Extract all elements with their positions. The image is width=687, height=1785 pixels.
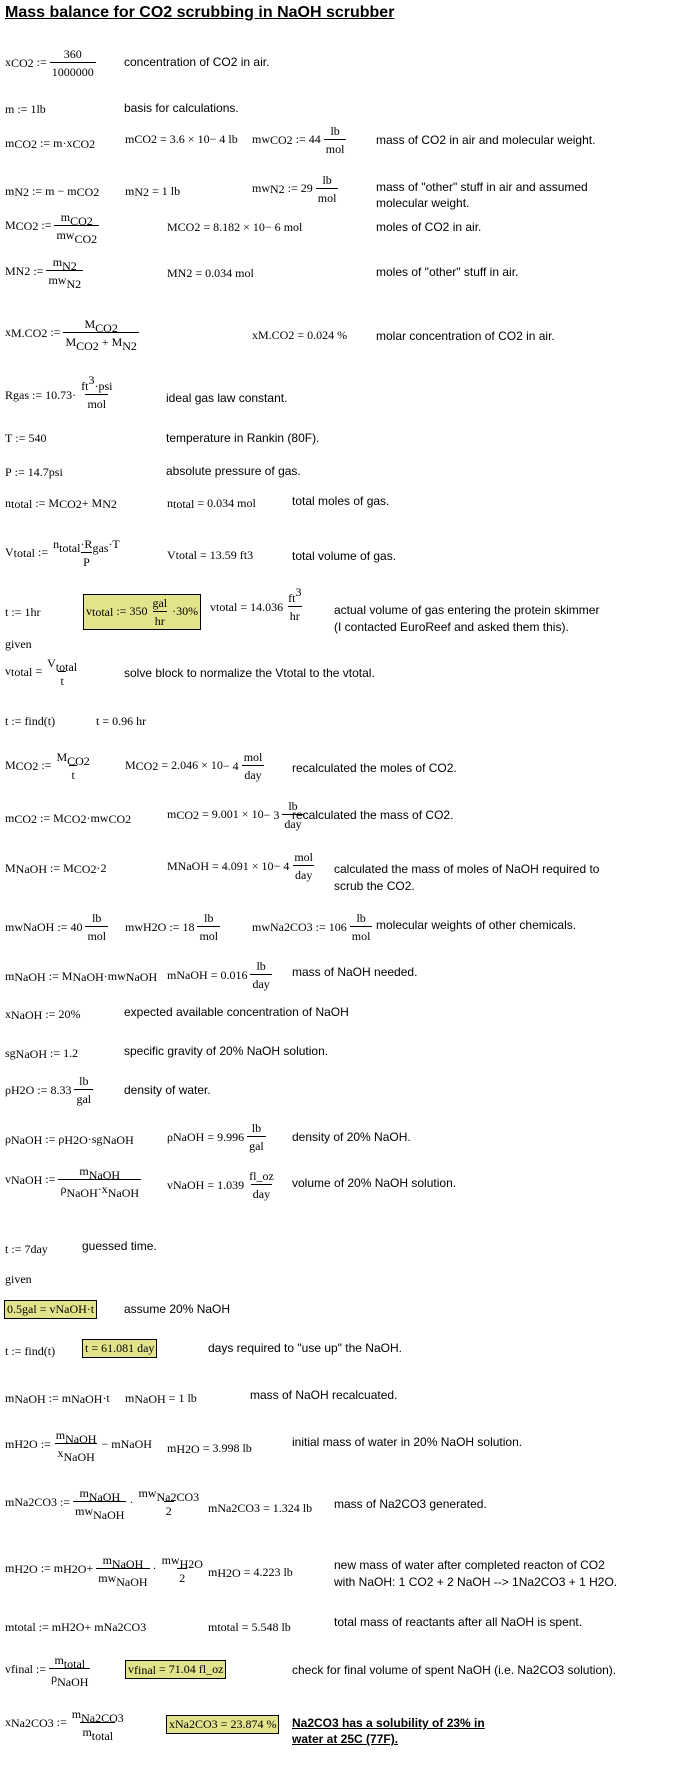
mn2-result: m N2 = 1 lb xyxy=(125,184,181,199)
xco2-comment: concentration of CO2 in air. xyxy=(124,54,270,69)
rhoH2O-comment: density of water. xyxy=(124,1083,211,1098)
P-definition[interactable]: P := 14.7psi xyxy=(5,465,63,480)
t-definition[interactable]: t := 1hr xyxy=(5,604,41,619)
xNa2CO3-result-highlighted: x Na2CO3 = 23.874 % xyxy=(166,1715,279,1734)
P-comment: absolute pressure of gas. xyxy=(166,463,301,478)
mH2O2-comment-line1: new mass of water after completed reacton of CO2 xyxy=(334,1558,605,1573)
rhoNaOH-comment: density of 20% NaOH. xyxy=(292,1130,411,1144)
mwco2-definition[interactable]: mw CO2 := 44 $\frac{lb}{\text{mol}}$ xyxy=(252,123,345,156)
xco2-numerator: 360 xyxy=(63,46,82,61)
vfinal-definition[interactable]: v final := $\frac{m_{total}}{\rho_{NaOH}}$ xyxy=(5,1653,89,1690)
rhoNaOH-result: ρ NaOH = 9.996 $\frac{lb}{\text{gal}}$ xyxy=(167,1121,264,1154)
mNaOH-definition[interactable]: m NaOH := M NaOH ·mw NaOH xyxy=(5,969,158,984)
solubility-note-line2: water at 25C (77F). xyxy=(292,1732,399,1747)
Mco2b-comment: recalculated the moles of CO2. xyxy=(292,760,457,775)
mtotal-result: m total = 5.548 lb xyxy=(208,1619,291,1635)
mwNaOH-definition[interactable]: mw NaOH := 40 $\frac{lb}{\text{mol}}$ xyxy=(5,911,107,944)
mH2O2-comment-line2: with NaOH: 1 CO2 + 2 NaOH --> 1Na2CO3 + 1 H2O. xyxy=(334,1575,618,1590)
vNaOH-result: v NaOH = 1.039 $\frac{fl\_oz}{\text{day}}$ xyxy=(167,1169,274,1202)
mco2-comment: mass of CO2 in air and molecular weight. xyxy=(376,132,596,147)
Mco2-comment: moles of CO2 in air. xyxy=(376,219,482,234)
rhoNaOH-definition[interactable]: ρ NaOH := ρ H2O ·sg NaOH xyxy=(5,1132,134,1147)
mNa2CO3-definition[interactable]: m Na2CO3 := $\frac{m_{NaOH}}{mw_{NaOH}}$ · $\frac{mw_{Na2CO3}}{2}$ xyxy=(5,1486,200,1522)
mn2-comment-line1: mass of "other" stuff in air and assumed xyxy=(376,179,588,194)
xM-comment: molar concentration of CO2 in air. xyxy=(376,328,555,343)
MNaOH-comment-line2: scrub the CO2. xyxy=(334,878,415,893)
mH2O-comment: initial mass of water in 20% NaOH solution. xyxy=(292,1434,523,1449)
vfinal-comment: check for final volume of spent NaOH (i.e. Na2CO3 solution). xyxy=(292,1663,617,1678)
T-comment: temperature in Rankin (80F). xyxy=(166,430,320,445)
find-t2-result-highlighted: t = 61.081 day xyxy=(82,1339,157,1358)
T-definition[interactable]: T := 540 xyxy=(5,430,47,445)
xM-result: x M.CO2 = 0.024 % xyxy=(252,327,348,343)
vtotal-comment-line2: (I contacted EuroReef and asked them this). xyxy=(334,620,569,635)
xNa2CO3-definition[interactable]: x Na2CO3 := $\frac{m_{Na2CO3}}{m_{total}}$ xyxy=(5,1706,124,1743)
mH2O2-definition[interactable]: m H2O := m H2O + $\frac{m_{NaOH}}{mw_{NaOH}}$ · $\frac{mw_{H2O}}{2}$ xyxy=(5,1552,203,1589)
vfinal-result-highlighted: v final = 71.04 fl_oz xyxy=(125,1660,226,1679)
m-definition[interactable]: m := 1lb xyxy=(5,101,46,116)
Mco2-definition[interactable]: M CO2 := $\frac{m_{CO2}}{mw_{CO2}}$ xyxy=(5,209,98,246)
rgas-definition[interactable]: R gas := 10.73 · $\frac{ft^3\cdot psi}{\text{mol}}$ xyxy=(5,373,113,412)
given-keyword-1: given xyxy=(5,637,32,652)
mH2O-definition[interactable]: m H2O := $\frac{m_{NaOH}}{x_{NaOH}}$ − m NaOH xyxy=(5,1428,152,1464)
mco2b-comment: recalculated the mass of CO2. xyxy=(292,807,454,822)
ntotal-result: n total = 0.034 mol xyxy=(167,496,256,511)
mw-comment: molecular weights of other chemicals. xyxy=(376,918,577,933)
vNaOH-definition[interactable]: v NaOH := $\frac{m_{NaOH}}{\rho_{NaOH}\cdot x_{NaOH}}$ xyxy=(5,1163,140,1200)
mco2b-result: m CO2 = 9.001 × 10 − 3 $\frac{lb}{\text{day}}$ xyxy=(167,798,302,831)
find-t2-definition[interactable]: t := find(t) xyxy=(5,1344,56,1359)
m-value: 1lb xyxy=(30,101,46,116)
vtotal-comment-line1: actual volume of gas entering the protein skimmer xyxy=(334,603,600,618)
assume-constraint-highlighted[interactable]: 0.5gal = v NaOH ·t xyxy=(4,1300,97,1319)
mwH2O-definition[interactable]: mw H2O := 18 $\frac{lb}{\text{mol}}$ xyxy=(125,911,219,944)
mwNa2CO3-definition[interactable]: mw Na2CO3 := 106 $\frac{lb}{\text{mol}}$ xyxy=(252,911,371,944)
mco2-definition[interactable]: m CO2 := m·x CO2 xyxy=(5,136,96,151)
xNaOH-definition[interactable]: x NaOH := 20% xyxy=(5,1007,81,1022)
solubility-note-line1: Na2CO3 has a solubility of 23% in xyxy=(292,1715,485,1730)
Mco2b-definition[interactable]: M CO2 := $\frac{M_{CO2}}{t}$ xyxy=(5,749,90,782)
find-t2-comment: days required to "use up" the NaOH. xyxy=(208,1340,402,1355)
vtotal-definition-highlighted[interactable]: v total := 350 $\frac{\text{gal}}{hr}$ ·30% xyxy=(83,594,201,630)
xM-definition[interactable]: x M.CO2 := $\frac{M_{CO2}}{M_{CO2} + M_{N2}}$ xyxy=(5,316,137,353)
mH2O-result: m H2O = 3.998 lb xyxy=(167,1441,252,1456)
Mn2-comment: moles of "other" stuff in air. xyxy=(376,265,519,280)
mwn2-definition[interactable]: mw N2 := 29 $\frac{lb}{\text{mol}}$ xyxy=(252,172,337,205)
Vtotal-comment: total volume of gas. xyxy=(292,548,397,563)
vNaOH-comment: volume of 20% NaOH solution. xyxy=(292,1175,457,1190)
assume-comment: assume 20% NaOH xyxy=(124,1301,231,1316)
given-keyword-2: given xyxy=(5,1271,32,1286)
Mn2-definition[interactable]: M N2 := $\frac{m_{N2}}{mw_{N2}}$ xyxy=(5,255,82,292)
m-comment: basis for calculations. xyxy=(124,101,239,116)
mco2b-definition[interactable]: m CO2 := M CO2 ·mw CO2 xyxy=(5,811,132,826)
mNa2CO3-result: m Na2CO3 = 1.324 lb xyxy=(208,1500,313,1516)
rhoH2O-definition[interactable]: ρ H2O := 8.33 $\frac{lb}{\text{gal}}$ xyxy=(5,1074,92,1107)
MNaOH-comment-line1: calculated the mass of moles of NaOH required to xyxy=(334,862,600,877)
sg-definition[interactable]: sg NaOH := 1.2 xyxy=(5,1046,79,1061)
find-t-definition[interactable]: t := find(t) xyxy=(5,714,56,728)
mco2-result: m CO2 = 3.6 × 10 − 4 lb xyxy=(125,131,238,147)
xco2-definition[interactable]: x CO2 := $\frac{360}{1000000}$ xyxy=(5,46,94,79)
xNaOH-comment: expected available concentration of NaOH xyxy=(124,1005,349,1020)
ntotal-definition[interactable]: n total := M CO2 + M N2 xyxy=(5,496,117,511)
tguess-definition[interactable]: t := 7day xyxy=(5,1241,48,1256)
tguess-comment: guessed time. xyxy=(82,1239,157,1254)
page-title: Mass balance for CO2 scrubbing in NaOH scrubber xyxy=(5,4,395,21)
vtotal-result: v total = 14.036 $\frac{ft^3}{hr}$ xyxy=(210,585,302,624)
solve-constraint[interactable]: v total = $\frac{V_{total}}{t}$ xyxy=(5,655,78,688)
mtotal-comment: total mass of reactants after all NaOH is spent. xyxy=(334,1615,583,1630)
mH2O2-result: m H2O = 4.223 lb xyxy=(208,1565,293,1580)
rgas-comment: ideal gas law constant. xyxy=(166,391,288,406)
MNaOH-definition[interactable]: M NaOH := M CO2 · 2 xyxy=(5,861,107,876)
mNaOH2-result: m NaOH = 1 lb xyxy=(125,1391,197,1406)
mn2-definition[interactable]: m N2 := m − m CO2 xyxy=(5,184,100,199)
Vtotal-definition[interactable]: V total := $\frac{n_{total}\cdot R_{gas}\cdot T}{P}$ xyxy=(5,536,120,569)
Mco2-result: M CO2 = 8.182 × 10 − 6 mol xyxy=(167,219,303,235)
find-t-result: t = 0.96 hr xyxy=(96,714,147,728)
mNa2CO3-comment: mass of Na2CO3 generated. xyxy=(334,1497,487,1512)
mtotal-definition[interactable]: m total := m H2O + m Na2CO3 xyxy=(5,1619,147,1635)
MNaOH-result: M NaOH = 4.091 × 10 − 4 $\frac{\text{mol}}{\text{day}}$ xyxy=(167,850,314,883)
Vtotal-result: V total = 13.59 ft 3 xyxy=(167,547,254,563)
mNaOH-comment: mass of NaOH needed. xyxy=(292,964,418,979)
sg-comment: specific gravity of 20% NaOH solution. xyxy=(124,1044,329,1059)
Mn2-result: M N2 = 0.034 mol xyxy=(167,265,254,281)
mn2-comment-line2: molecular weight. xyxy=(376,196,470,211)
mNaOH2-comment: mass of NaOH recalcuated. xyxy=(250,1387,398,1402)
Mco2b-result: M CO2 = 2.046 × 10 − 4 $\frac{\text{mol}}{\text{day}}$ xyxy=(125,749,263,782)
xco2-denominator: 1000000 xyxy=(50,62,96,79)
mNaOH2-definition[interactable]: m NaOH := m NaOH ·t xyxy=(5,1391,110,1406)
mNaOH-result: m NaOH = 0.016 $\frac{lb}{\text{day}}$ xyxy=(167,959,270,992)
ntotal-comment: total moles of gas. xyxy=(292,494,390,509)
solve-comment: solve block to normalize the Vtotal to the vtotal. xyxy=(124,665,375,680)
